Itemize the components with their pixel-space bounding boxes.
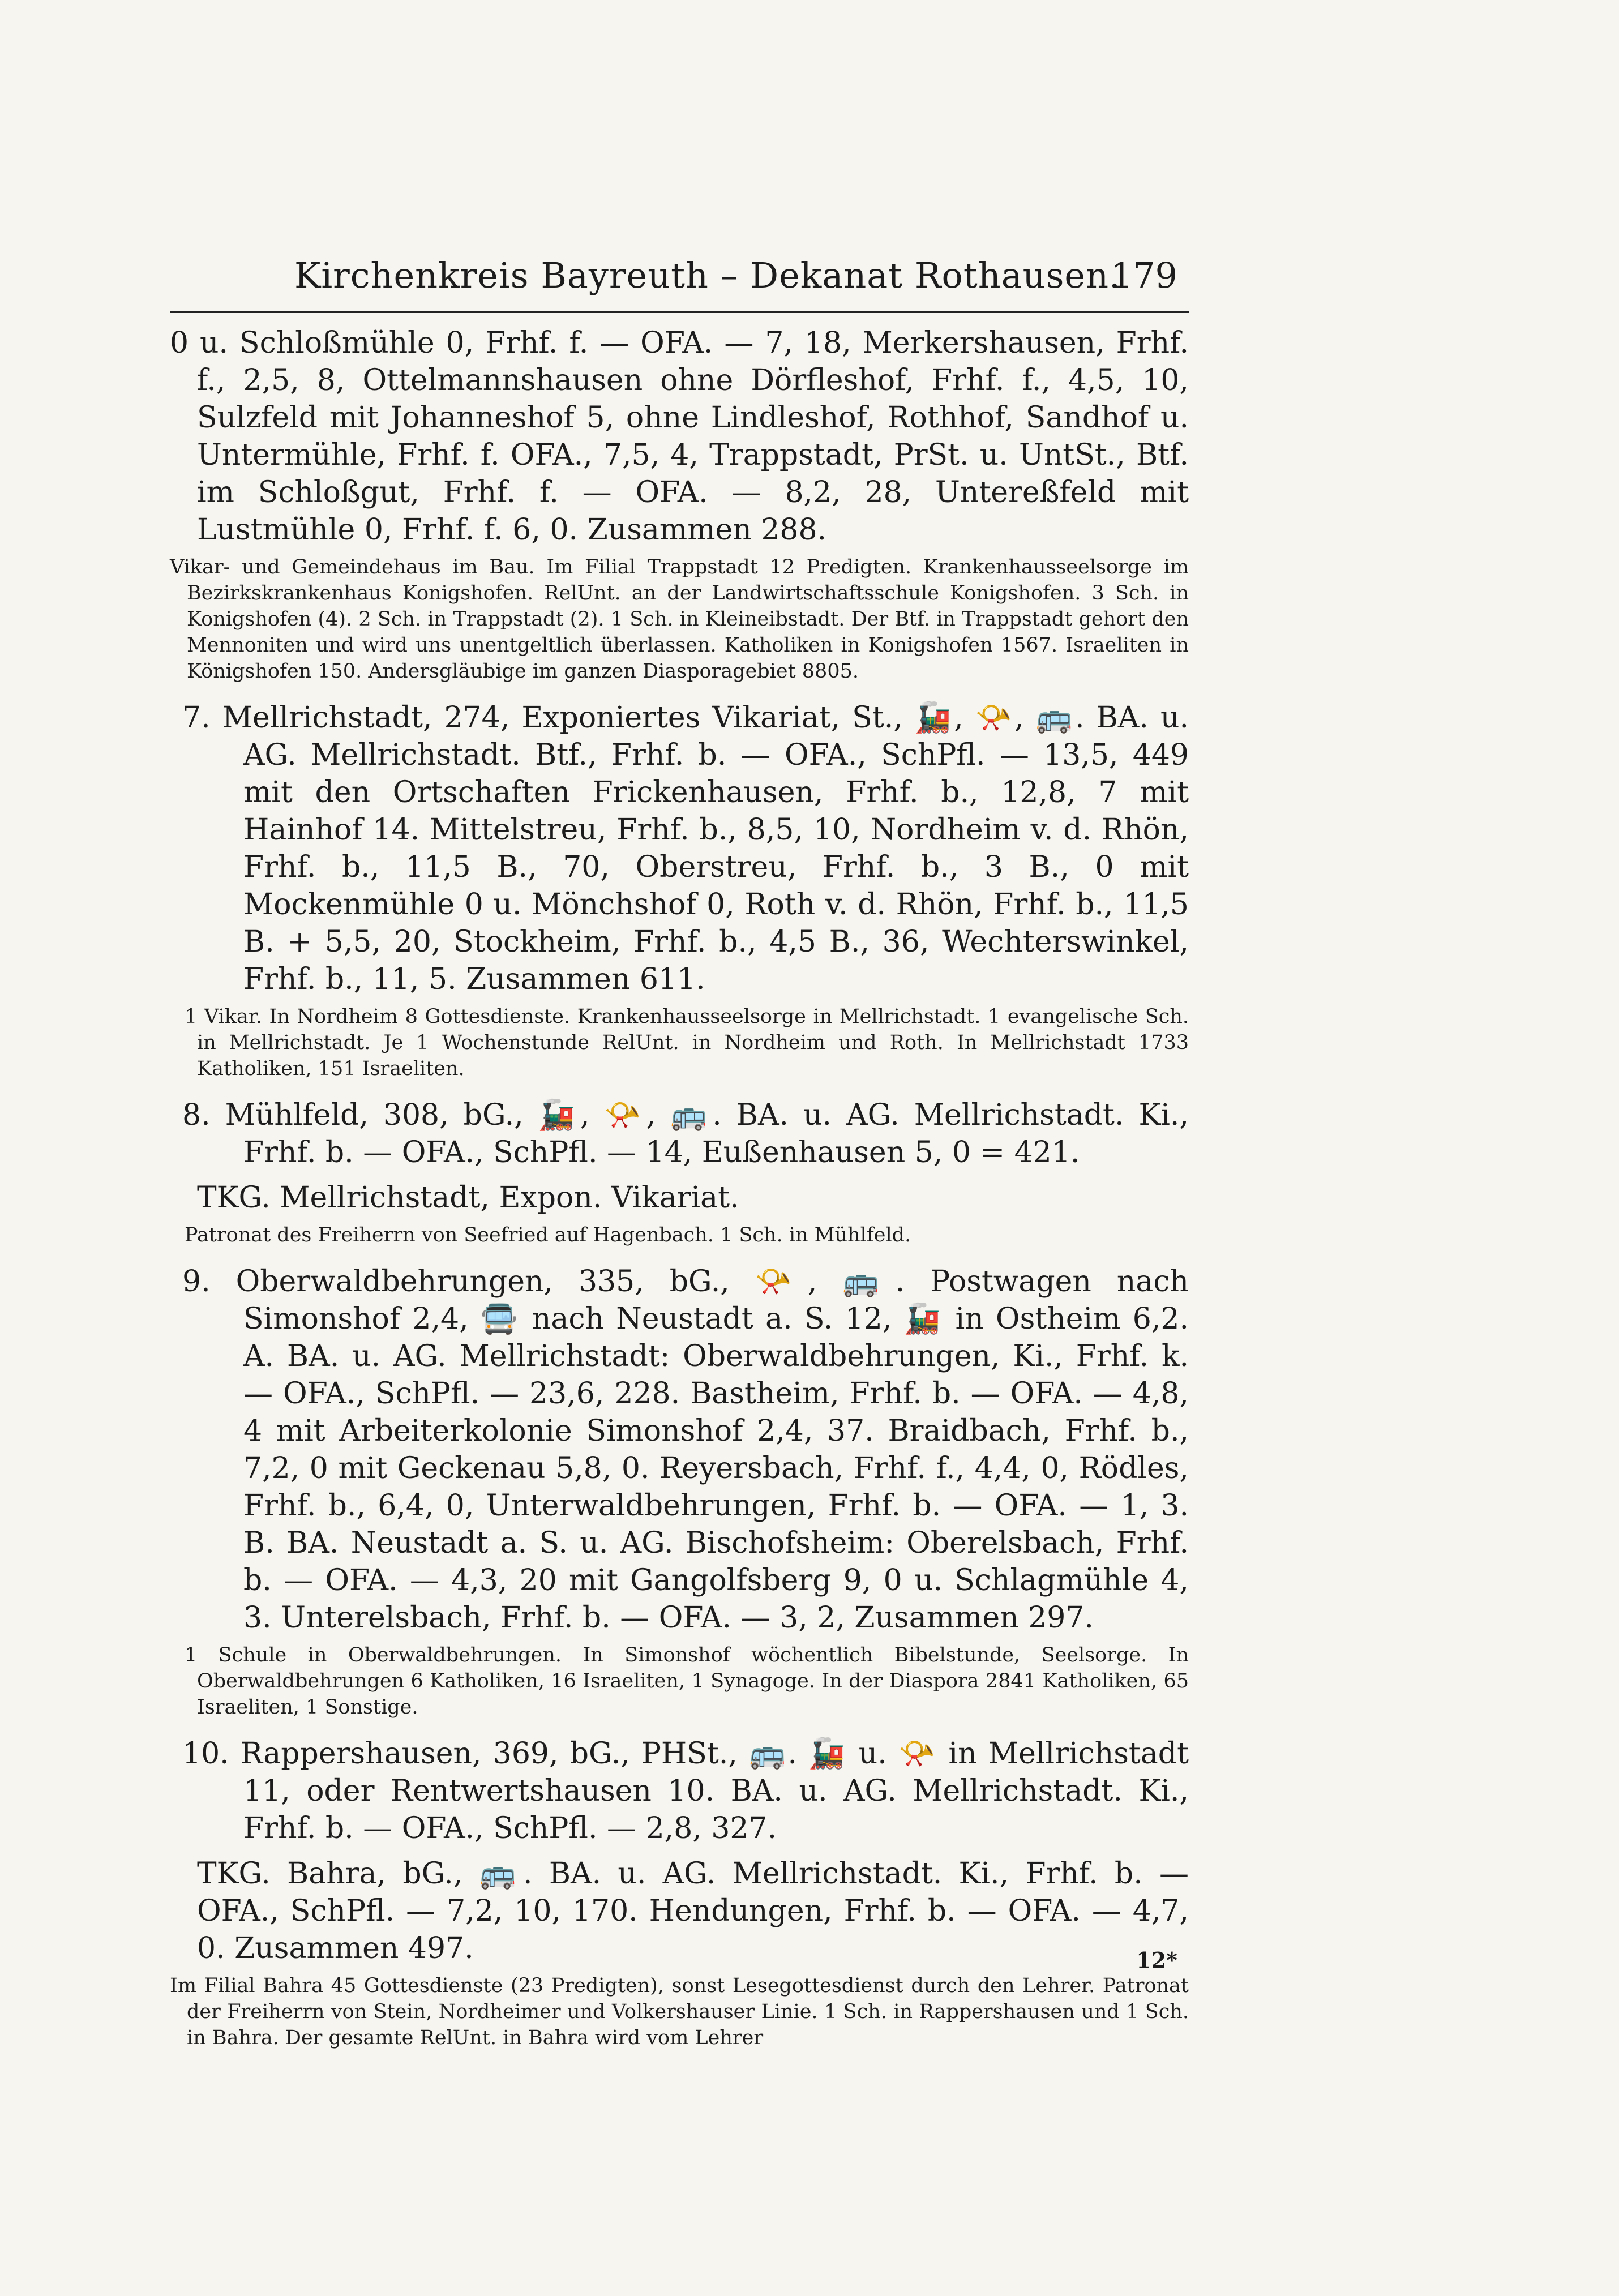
entry-oberwaldbehrungen	[170, 1263, 1189, 1720]
entry-muehlfeld	[170, 1096, 1189, 1248]
entry-mellrichstadt	[170, 699, 1189, 1082]
entry-subtext: TKG. Bahra, bG., 🚌. BA. u. AG. Mellrichstadt. Ki., Frhf. b. — OFA., SchPfl. — 7,2, 10, 170. Hendungen, Frhf. b. — OFA. — 4,7, 0. Zusammen 497.	[197, 1857, 1189, 1965]
page-header	[170, 249, 1189, 311]
entry-text: 7. Mellrichstadt, 274, Exponiertes Vikariat, St., 🚂, 📯, 🚌. BA. u. AG. Mellrichstadt. Btf., Frhf. b. — OFA., SchPfl. — 13,5, 449 mit den Ortschaften Frickenhausen, Frhf. b., 12,8, 7 mit Hainhof 14. Mittelstreu, Frhf. b., 8,5, 10, Nordheim v. d. Rhön, Frhf. b., 11,5 B., 70, Oberstreu, Frhf. b., 3 B., 0 mit Mockenmühle 0 u. Mönchshof 0, Roth v. d. Rhön, Frhf. b., 11,5 B. + 5,5, 20, Stockheim, Frhf. b., 4,5 B., 36, Wechterswinkel, Frhf. b., 11, 5. Zusammen 611.	[182, 701, 1189, 996]
page-number: 179	[1110, 255, 1177, 296]
entry-text: 10. Rappershausen, 369, bG., PHSt., 🚌. 🚂 u. 📯 in Mellrichstadt 11, oder Rentwertshausen 10. BA. u. AG. Mellrichstadt. Ki., Frhf. b. — OFA., SchPfl. — 2,8, 327.	[182, 1737, 1189, 1845]
entry-note: Vikar- und Gemeindehaus im Bau. Im Filial Trappstadt 12 Predigten. Krankenhausseelsorge im Bezirkskrankenhaus Konigshofen. RelUnt. an der Landwirtschaftsschule Konigshofen. 3 Sch. in Konigshofen (4). 2 Sch. in Trappstadt (2). 1 Sch. in Kleineibstadt. Der Btf. in Trappstadt gehort den Mennoniten und wird uns unentgeltlich überlassen. Katholiken in Konigshofen 1567. Israeliten in Königshofen 150. Andersgläubige im ganzen Diasporagebiet 8805.	[170, 556, 1189, 683]
entry-note: Im Filial Bahra 45 Gottesdienste (23 Predigten), sonst Lesegottesdienst durch den Lehrer. Patronat der Freiherrn von Stein, Nordheimer und Volkershauser Linie. 1 Sch. in Rappershausen und 1 Sch. in Bahra. Der gesamte RelUnt. in Bahra wird vom Lehrer	[170, 1974, 1189, 2049]
entry-note: 1 Vikar. In Nordheim 8 Gottesdienste. Krankenhausseelsorge in Mellrichstadt. 1 evangelische Sch. in Mellrichstadt. Je 1 Wochenstunde RelUnt. in Nordheim und Roth. In Mellrichstadt 1733 Katholiken, 151 Israeliten.	[185, 1005, 1189, 1080]
entry-text: 0 u. Schloßmühle 0, Frhf. f. — OFA. — 7, 18, Merkershausen, Frhf. f., 2,5, 8, Ottelmannshausen ohne Dörfleshof, Frhf. f., 4,5, 10, Sulzfeld mit Johanneshof 5, ohne Lindleshof, Rothhof, Sandhof u. Untermühle, Frhf. f. OFA., 7,5, 4, Trappstadt, PrSt. u. UntSt., Btf. im Schloßgut, Frhf. f. — OFA. — 8,2, 28, Untereßfeld mit Lustmühle 0, Frhf. f. 6, 0. Zusammen 288.	[170, 326, 1189, 547]
entry-note: Patronat des Freiherrn von Seefried auf Hagenbach. 1 Sch. in Mühlfeld.	[185, 1224, 911, 1246]
entry-text: 8. Mühlfeld, 308, bG., 🚂, 📯, 🚌. BA. u. AG. Mellrichstadt. Ki., Frhf. b. — OFA., SchPfl. — 14, Eußenhausen 5, 0 = 421.	[182, 1098, 1189, 1170]
entry-text: 9. Oberwaldbehrungen, 335, bG., 📯, 🚌. Postwagen nach Simonshof 2,4, 🚍 nach Neustadt a. S. 12, 🚂 in Ostheim 6,2. A. BA. u. AG. Mellrichstadt: Oberwaldbehrungen, Ki., Frhf. k. — OFA., SchPfl. — 23,6, 228. Bastheim, Frhf. b. — OFA. — 4,8, 4 mit Arbeiterkolonie Simonshof 2,4, 37. Braidbach, Frhf. b., 7,2, 0 mit Geckenau 5,8, 0. Reyersbach, Frhf. f., 4,4, 0, Rödles, Frhf. b., 6,4, 0, Unterwaldbehrungen, Frhf. b. — OFA. — 1, 3. B. BA. Neustadt a. S. u. AG. Bischofsheim: Oberelsbach, Frhf. b. — OFA. — 4,3, 20 mit Gangolfsberg 9, 0 u. Schlagmühle 4, 3. Unterelsbach, Frhf. b. — OFA. — 3, 2, Zusammen 297.	[182, 1265, 1189, 1635]
entry-note: 1 Schule in Oberwaldbehrungen. In Simonshof wöchentlich Bibelstunde, Seelsorge. In Oberwaldbehrungen 6 Katholiken, 16 Israeliten, 1 Synagoge. In der Diaspora 2841 Katholiken, 65 Israeliten, 1 Sonstige.	[185, 1644, 1189, 1719]
entry-continued	[170, 324, 1189, 684]
entry-subtext: TKG. Mellrichstadt, Expon. Vikariat.	[197, 1181, 739, 1215]
signature-mark: 12*	[1136, 1947, 1177, 1973]
document-page	[170, 249, 1189, 2066]
running-head: Kirchenkreis Bayreuth – Dekanat Rothausen.	[294, 255, 1121, 296]
entry-rappershausen	[170, 1735, 1189, 2051]
header-rule	[170, 311, 1189, 313]
